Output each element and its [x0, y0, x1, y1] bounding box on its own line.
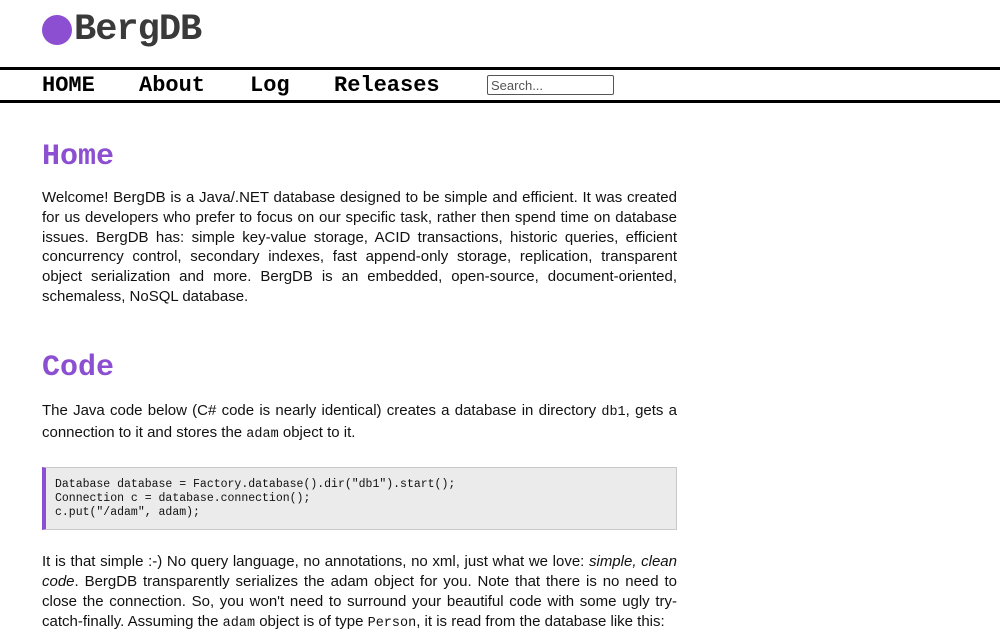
inline-code-adam: adam — [222, 615, 256, 631]
home-title: Home — [42, 140, 115, 174]
nav-item-home[interactable]: HOME — [42, 73, 95, 98]
home-paragraph: Welcome! BergDB is a Java/.NET database designed to be simple and efficient. It was created for us developers who prefer to focus on our specific task, rather then spend time on database issues. BergDB has: simple key-value storage, ACID transactions, historic queries, efficient concurrency control, secondary indexes, fast append-only storage, replication, transparent object serialization and more. BergDB is an embedded, open-source, document-oriented, schemaless, NoSQL database. — [42, 189, 677, 305]
code-intro-text-3: object to it. — [278, 423, 356, 441]
nav-bar — [0, 67, 1000, 103]
code-intro-text-2: , gets a connection to it and stores the — [42, 401, 677, 441]
logo-text: BergDB — [74, 9, 202, 51]
code-outro-text-4: , it is read from the database like this: — [416, 612, 665, 630]
code-line: c.put("/adam", adam); — [55, 505, 200, 519]
code-intro-text-1: The Java code below (C# code is nearly identical) creates a database in directory — [42, 401, 602, 419]
code-outro-text-2: . BergDB transparently serializes the adam object for you. Note that there is no need to close the connection. So, you won't need to surround your beautiful code with some ugly try-catch-finally. Assuming the — [42, 573, 677, 630]
code-outro-text-3: object is of type — [255, 612, 368, 630]
main-content — [42, 130, 677, 634]
nav-item-about[interactable]: About — [139, 73, 206, 98]
code-intro-paragraph — [42, 401, 677, 445]
code-line: Connection c = database.connection(); — [55, 492, 311, 506]
nav-item-log[interactable]: Log — [250, 73, 290, 98]
logo-circle-icon — [42, 15, 72, 45]
header — [0, 0, 1000, 67]
code-title: Code — [42, 350, 115, 385]
search-input[interactable] — [487, 75, 614, 95]
code-outro-emphasis: simple, clean code — [42, 553, 677, 591]
logo[interactable] — [42, 10, 201, 50]
inline-code-person: Person — [367, 615, 417, 631]
inline-code-adam: adam — [246, 426, 279, 442]
inline-code-db1: db1 — [601, 404, 626, 420]
nav-item-releases[interactable]: Releases — [334, 73, 440, 98]
code-outro-paragraph — [42, 552, 677, 633]
code-line: Database database = Factory.database().dir("db1").start(); — [55, 478, 456, 492]
code-outro-text-1: It is that simple :-) No query language, no annotations, no xml, just what we love: — [42, 553, 589, 571]
code-block — [42, 467, 677, 530]
